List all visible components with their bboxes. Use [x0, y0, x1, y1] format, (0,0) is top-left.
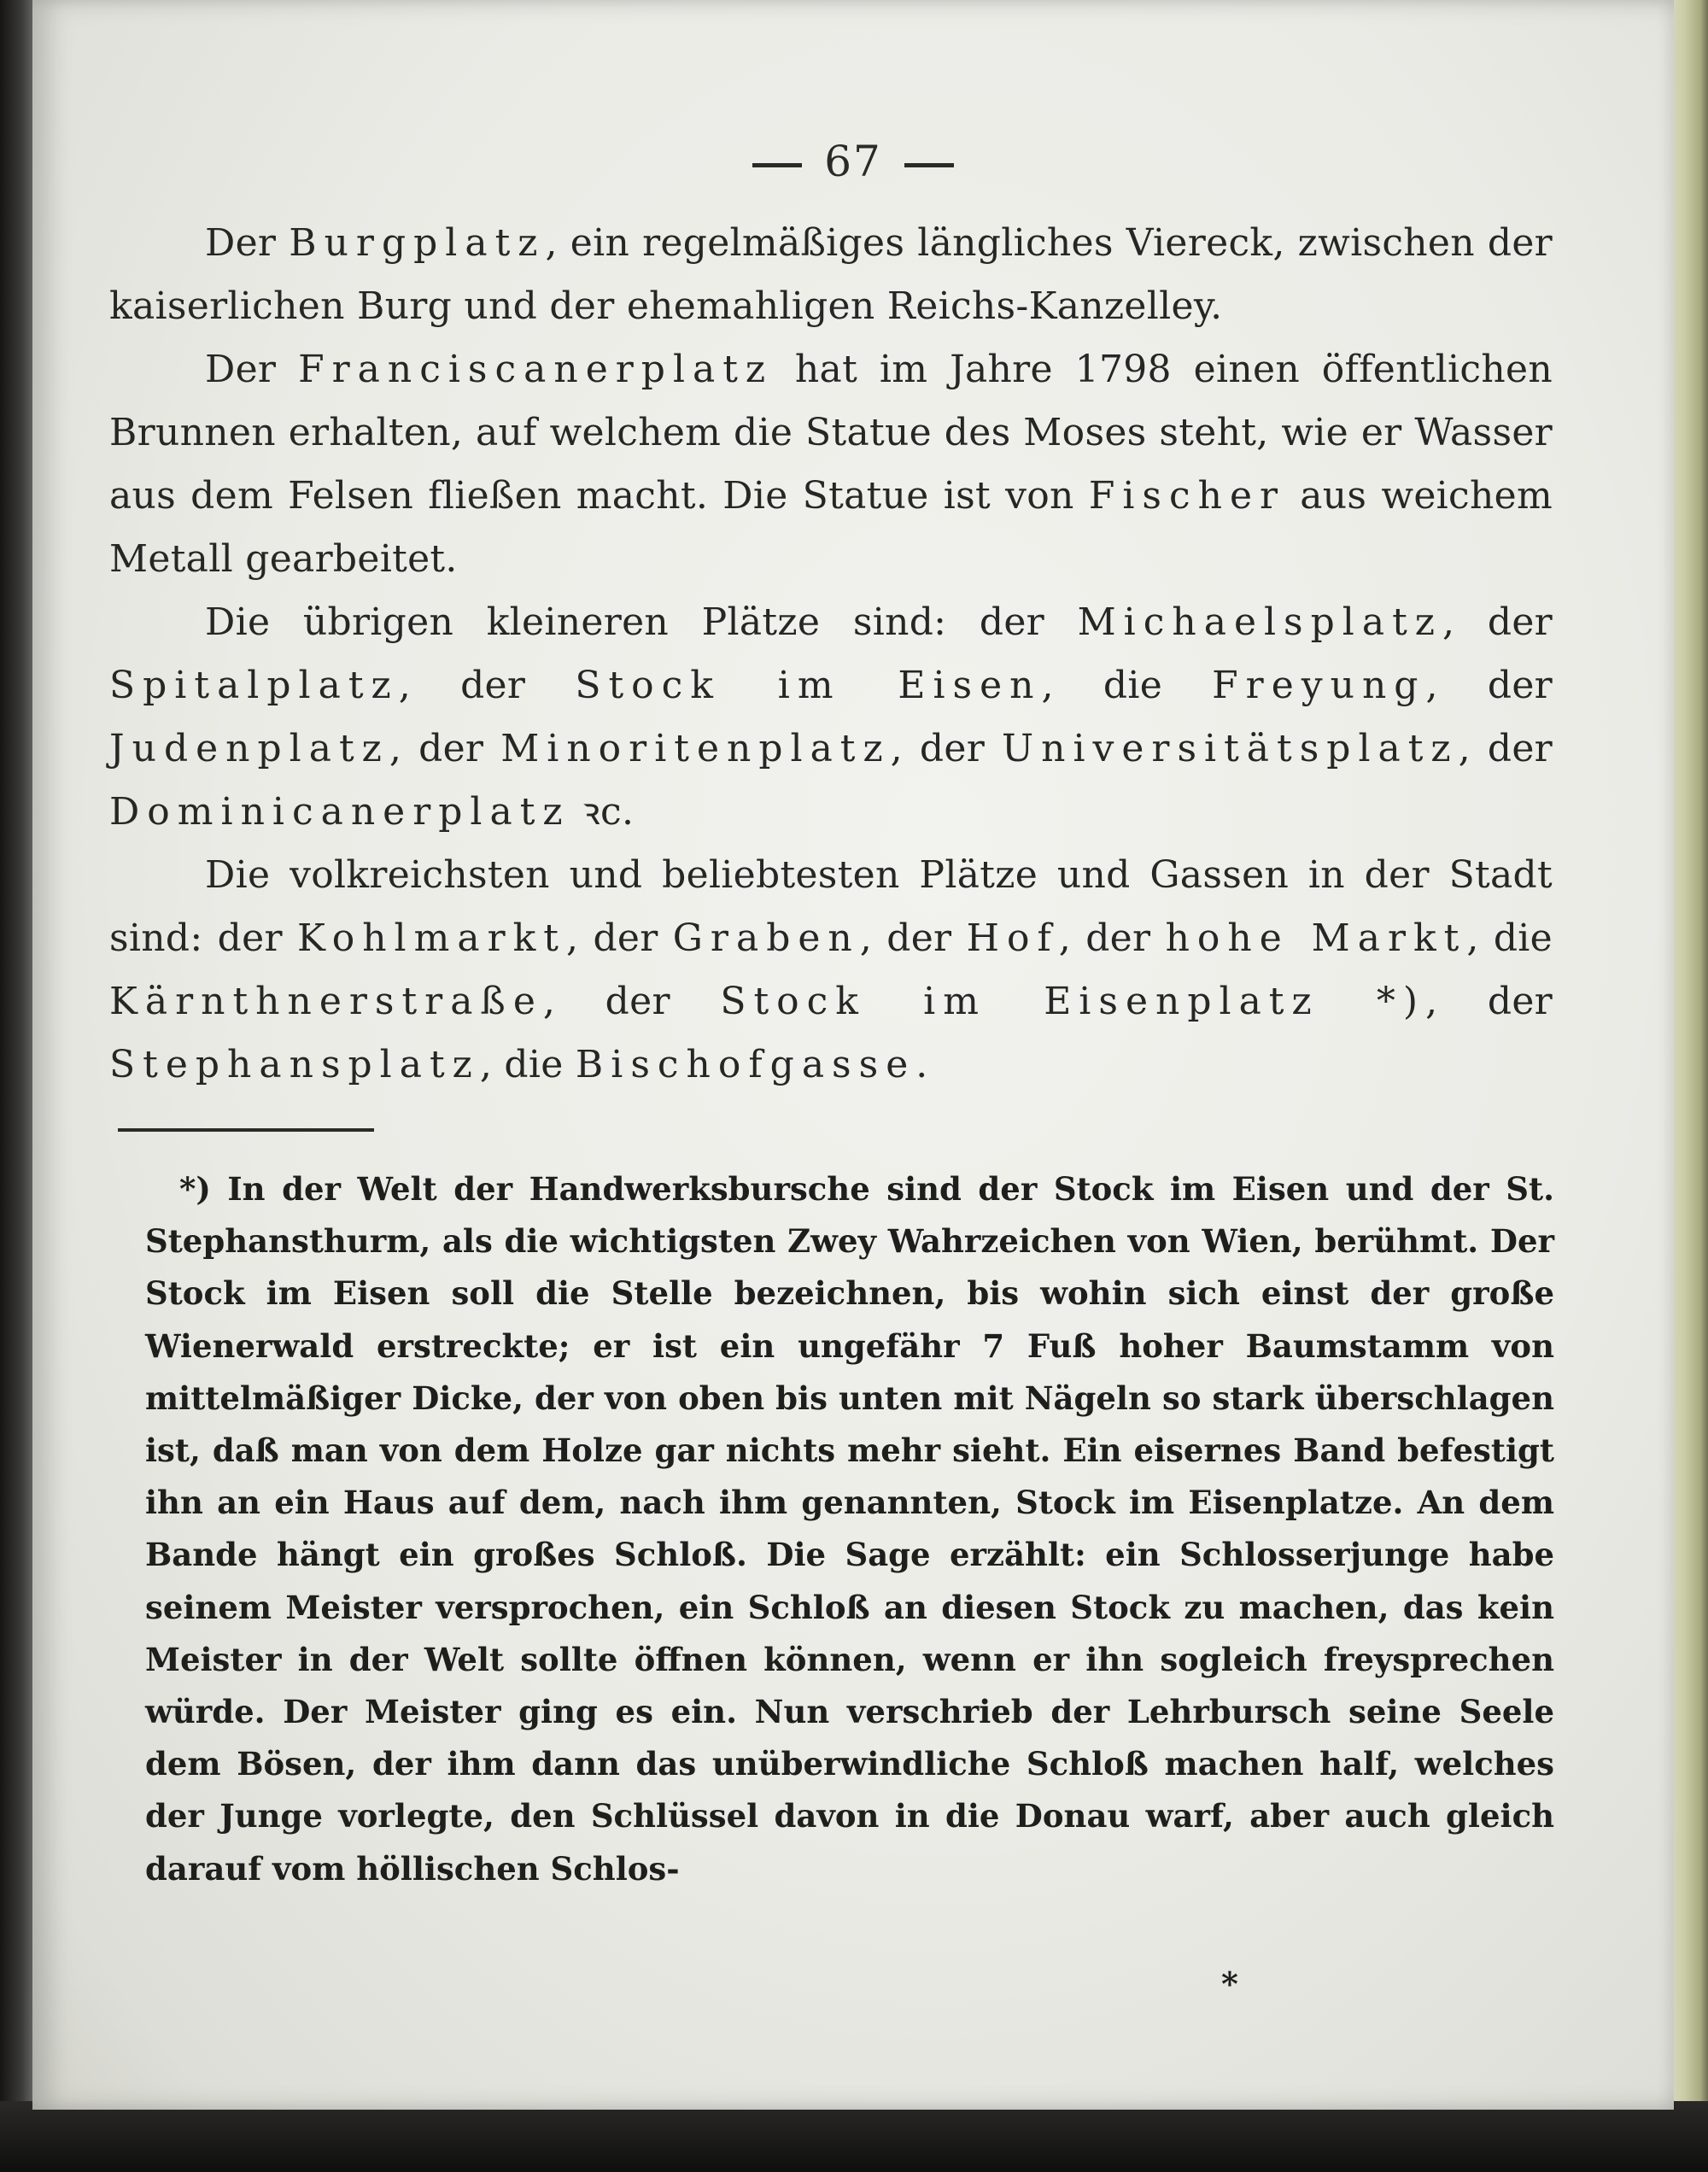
spaced-term: hohe Markt — [1165, 916, 1467, 960]
text-run: , der — [1442, 600, 1553, 644]
paragraph-uebrige-plaetze — [109, 591, 1553, 844]
footnote — [145, 1163, 1554, 1895]
text-run: , der — [1058, 916, 1166, 960]
book-cover-edge — [0, 0, 36, 2101]
text-run: Der — [205, 348, 299, 391]
text-run: hat im Jahre 1798 einen öffentlichen Brunnen erhalten, auf welchem die Statue des Moses steht, wie er Wasser aus dem Felsen fließen macht. Die Statue ist von — [109, 348, 1553, 518]
page-header — [32, 137, 1674, 186]
text-run: , die — [1041, 664, 1213, 707]
text-run: , der — [890, 727, 1003, 770]
page-number: 67 — [824, 137, 882, 186]
spaced-term: Graben — [672, 916, 860, 960]
spaced-term: Michaelsplatz — [1077, 600, 1442, 644]
spaced-term: Burgplatz — [289, 221, 546, 265]
text-run: , der — [389, 727, 501, 770]
spaced-term: Spitalplatz — [109, 664, 399, 707]
paragraph-volkreichste-plaetze — [109, 844, 1553, 1097]
spaced-term: Hof — [966, 916, 1059, 960]
book-shadow — [0, 2101, 1708, 2172]
book-page — [32, 0, 1674, 2110]
spaced-term: Franciscanerplatz — [298, 348, 774, 391]
spaced-term: Kärnthnerstraße — [109, 980, 543, 1023]
page-edges — [1670, 0, 1708, 2101]
text-run: , der — [542, 980, 721, 1023]
header-dash-left — [752, 163, 802, 167]
text-run: , der — [565, 916, 673, 960]
header-dash-right — [904, 163, 954, 167]
text-run: Die übrigen kleineren Plätze sind: der — [205, 600, 1078, 644]
spaced-term: Stephansplatz — [109, 1043, 480, 1086]
spaced-term: Minoritenplatz — [500, 727, 891, 770]
spaced-term: Dominicanerplatz — [109, 790, 570, 834]
spaced-term: Judenplatz — [109, 727, 389, 770]
footnote-rule — [118, 1128, 374, 1132]
text-run: , der — [1425, 980, 1553, 1023]
footnote-text: *) In der Welt der Handwerksbursche sind der Stock im Eisen und der St. Stephansthurm, als die wichtigsten Zwey Wahrzeichen von Wien, berühmt. Der Stock im Eisen soll die Stelle bezeichnen, bis wohin sich einst der große Wienerwald erstreckte; er ist ein ungefähr 7 Fuß hoher Baumstamm von mittelmäßiger Dicke, der von oben bis unten mit Nägeln so stark überschlagen ist, daß man von dem Holze gar nichts mehr sieht. Ein eisernes Band befestigt ihn an ein Haus auf dem, nach ihm genannten, Stock im Eisenplatze. An dem Bande hängt ein großes Schloß. Die Sage erzählt: ein Schlosserjunge habe seinem Meister versprochen, ein Schloß an diesen Stock zu machen, das kein Meister in der Welt sollte öffnen können, wenn er ihn sogleich freysprechen würde. Der Meister ging es ein. Nun verschrieb der Lehrbursch seine Seele dem Bösen, der ihm dann das unüberwindliche Schloß machen half, welches der Junge vorlegte, den Schlüssel davon in die Donau warf, aber auch gleich darauf vom höllischen Schlos- — [145, 1170, 1554, 1888]
paragraph-burgplatz — [109, 212, 1553, 338]
spaced-term: Universitätsplatz — [1002, 727, 1459, 770]
spaced-term: Stock im Eisen — [575, 664, 1042, 707]
text-run: , die — [479, 1043, 576, 1086]
main-text — [109, 212, 1553, 1097]
text-run: , der — [1425, 664, 1553, 707]
text-run: , der — [1458, 727, 1553, 770]
text-run: , ein regelmäßiges längliches Viereck, zwischen der kaiserlichen Burg und der ehemahligen Reichs-Kanzelley. — [109, 221, 1553, 328]
text-run: , der — [859, 916, 967, 960]
text-run: . — [915, 1043, 928, 1086]
spaced-term: Freyung — [1212, 664, 1426, 707]
spaced-term: Stock im Eisenplatz *) — [720, 980, 1426, 1023]
text-run: , der — [398, 664, 576, 707]
text-run: Die volkreichsten und beliebtesten Plätze und Gassen in der Stadt sind: der — [109, 853, 1553, 960]
spaced-term: Fischer — [1088, 474, 1286, 518]
text-run: aus weichem Metall gearbeitet. — [109, 474, 1553, 581]
spaced-term: Bischofgasse — [575, 1043, 916, 1086]
paragraph-franciscanerplatz — [109, 338, 1553, 591]
text-run: ꝛc. — [570, 790, 635, 834]
spaced-term: Kohlmarkt — [297, 916, 566, 960]
signature-mark: * — [1221, 1964, 1238, 2003]
text-run: , die — [1466, 916, 1553, 960]
text-run: Der — [205, 221, 290, 265]
